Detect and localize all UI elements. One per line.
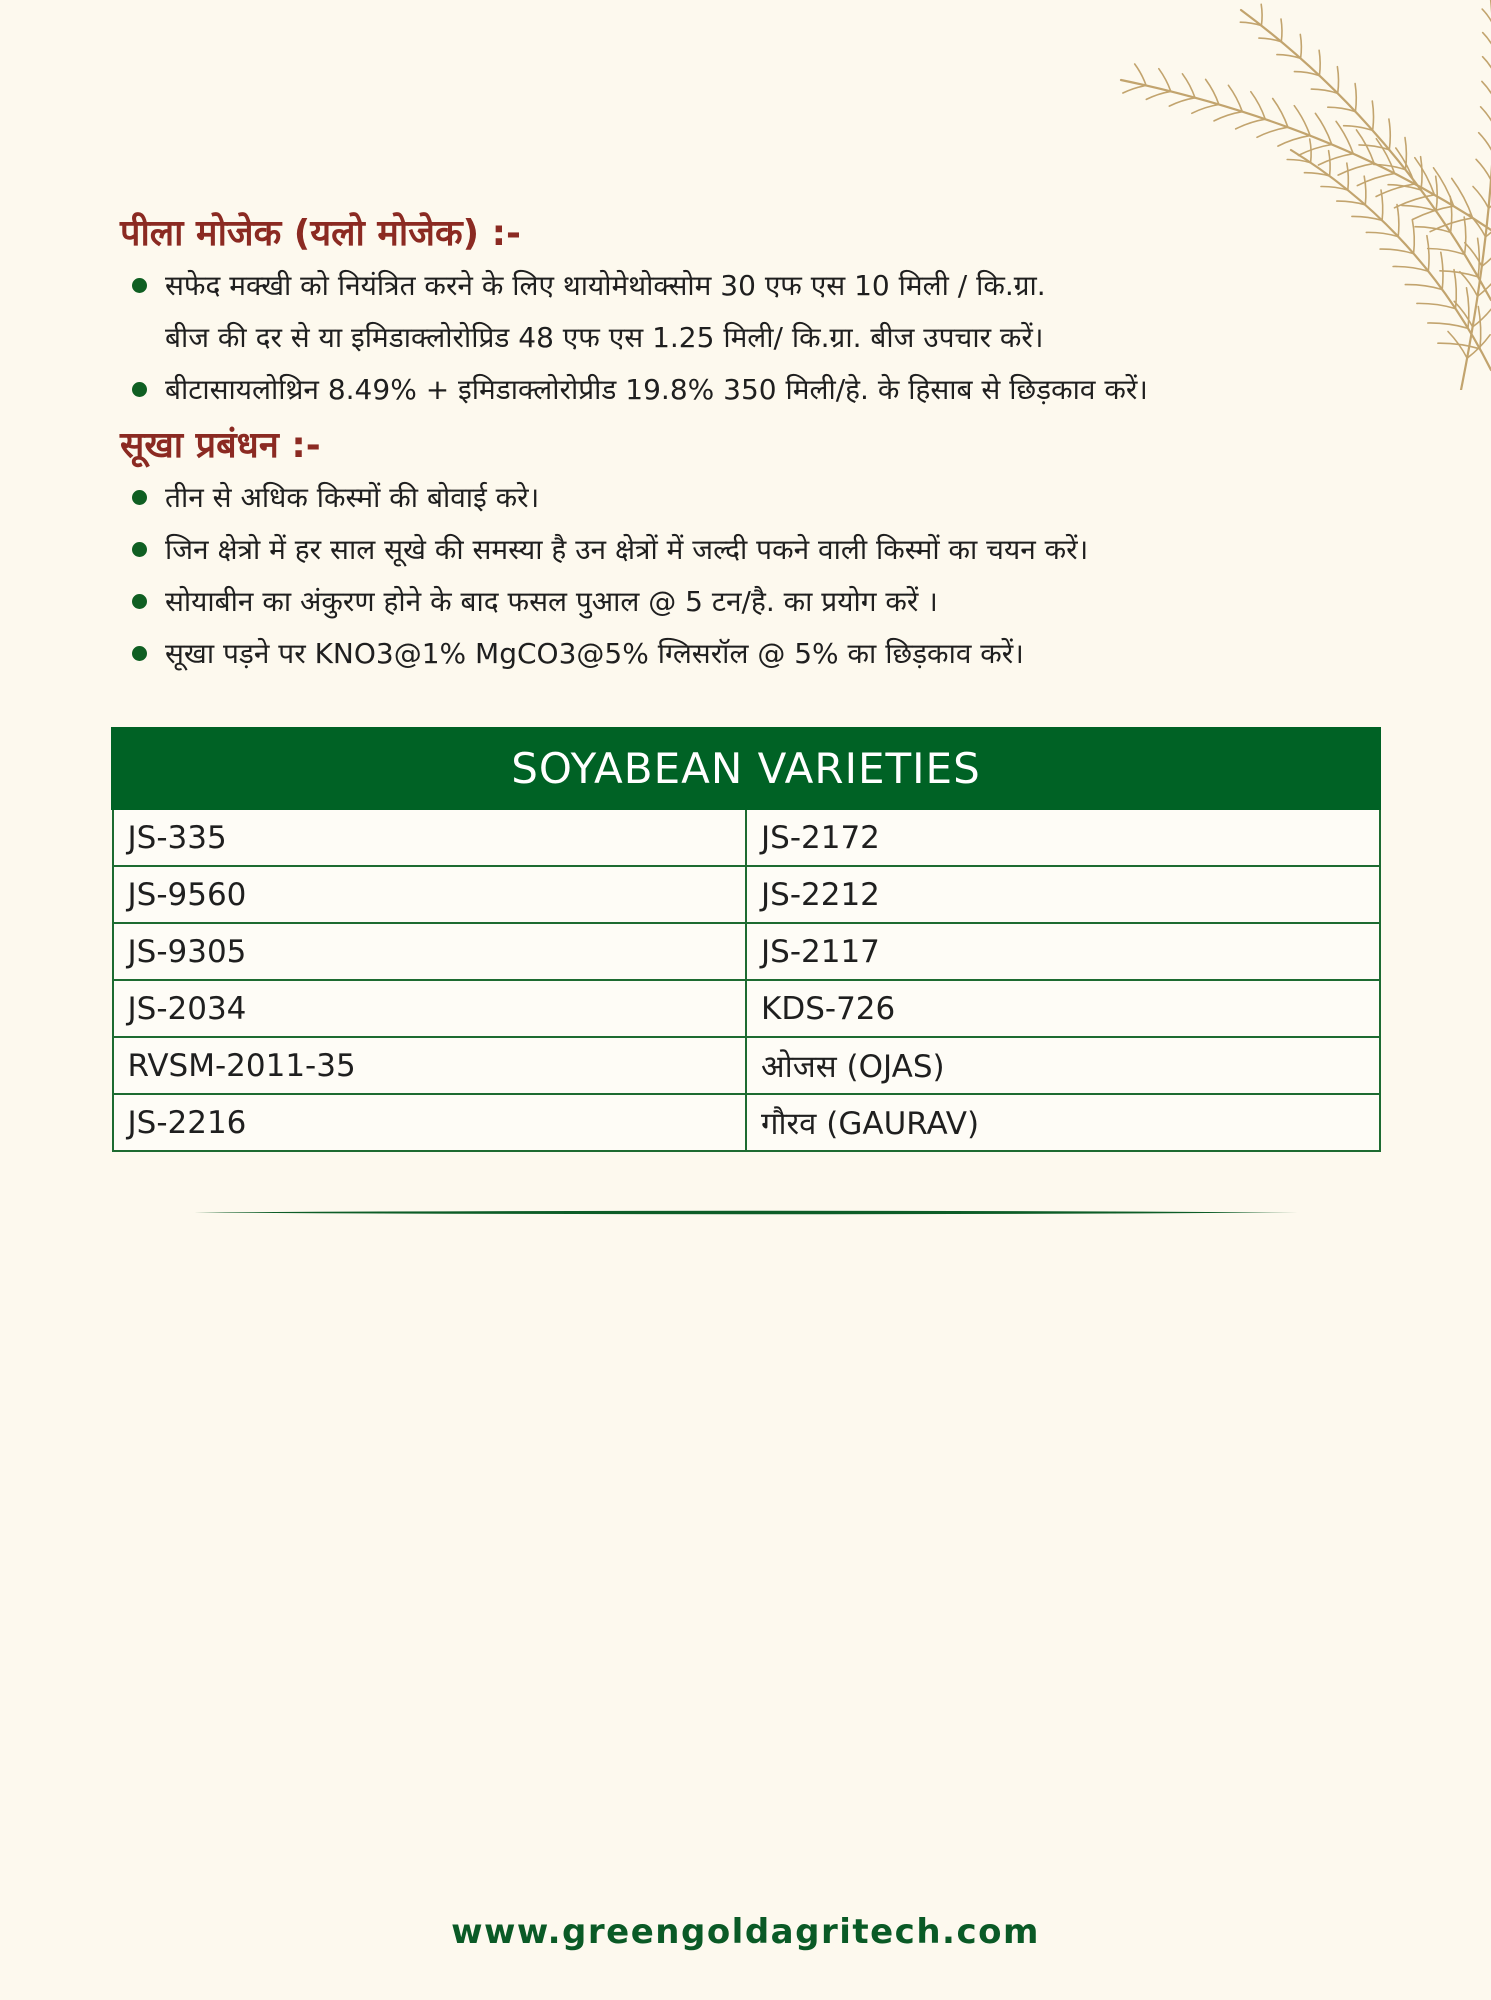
bullet-dot-icon xyxy=(132,278,147,293)
drought-management-list xyxy=(120,472,1350,680)
table-cell: JS-9560 xyxy=(113,866,747,923)
list-item-text: बीटासायलोथ्रिन 8.49% + इमिडाक्लोरोप्रीड 19.8% 350 मिली/हे. के हिसाब से छिड़काव करें। xyxy=(165,373,1148,406)
table-cell: JS-335 xyxy=(113,809,747,867)
table-row xyxy=(113,923,1380,980)
table-cell: JS-9305 xyxy=(113,923,747,980)
bullet-dot-icon xyxy=(132,646,147,661)
list-item-text: सफेद मक्खी को नियंत्रित करने के लिए थायोमेथोक्सोम 30 एफ एस 10 मिली / कि.ग्रा. xyxy=(165,269,1046,302)
table-row xyxy=(113,809,1380,867)
table-cell: JS-2117 xyxy=(746,923,1380,980)
table-cell: JS-2212 xyxy=(746,866,1380,923)
list-item-text: जिन क्षेत्रो में हर साल सूखे की समस्या है उन क्षेत्रों में जल्दी पकने वाली किस्मों का चयन करें। xyxy=(165,533,1089,566)
list-item-text-continued: बीज की दर से या इमिडाक्लोरोप्रिड 48 एफ एस 1.25 मिली/ कि.ग्रा. बीज उपचार करें। xyxy=(165,321,1044,354)
table-cell: KDS-726 xyxy=(746,980,1380,1037)
table-cell: ओजस (OJAS) xyxy=(746,1037,1380,1094)
bullet-dot-icon xyxy=(132,382,147,397)
list-item-text: सोयाबीन का अंकुरण होने के बाद फसल पुआल @ 5 टन/है. का प्रयोग करें । xyxy=(165,585,938,618)
yellow-mosaic-section xyxy=(120,212,1350,416)
table-cell: RVSM-2011-35 xyxy=(113,1037,747,1094)
list-item xyxy=(120,472,1350,524)
list-item xyxy=(120,364,1350,416)
table-header: SOYABEAN VARIETIES xyxy=(113,729,1380,809)
soyabean-varieties-table xyxy=(111,727,1381,1152)
bullet-dot-icon xyxy=(132,594,147,609)
table-row xyxy=(113,980,1380,1037)
drought-management-title: सूखा प्रबंधन :- xyxy=(120,425,321,466)
list-item-text: सूखा पड़ने पर KNO3@1% MgCO3@5% ग्लिसरॉल @ 5% का छिड़काव करें। xyxy=(165,637,1024,670)
list-item-text: तीन से अधिक किस्मों की बोवाई करे। xyxy=(165,481,540,514)
table-row xyxy=(113,866,1380,923)
table-cell: गौरव (GAURAV) xyxy=(746,1094,1380,1151)
yellow-mosaic-list xyxy=(120,260,1350,416)
table-row xyxy=(113,1037,1380,1094)
table-row xyxy=(113,1094,1380,1151)
bullet-dot-icon xyxy=(132,542,147,557)
list-item xyxy=(120,524,1350,576)
bullet-dot-icon xyxy=(132,490,147,505)
table-cell: JS-2172 xyxy=(746,809,1380,867)
table-cell: JS-2034 xyxy=(113,980,747,1037)
drought-management-section xyxy=(120,424,1350,680)
yellow-mosaic-title: पीला मोजेक (यलो मोजेक) :- xyxy=(120,213,521,254)
list-item xyxy=(120,628,1350,680)
list-item xyxy=(120,576,1350,628)
table-cell: JS-2216 xyxy=(113,1094,747,1151)
website-link[interactable]: www.greengoldagritech.com xyxy=(451,1912,1040,1952)
list-item xyxy=(120,260,1350,364)
section-divider xyxy=(194,1210,1298,1215)
